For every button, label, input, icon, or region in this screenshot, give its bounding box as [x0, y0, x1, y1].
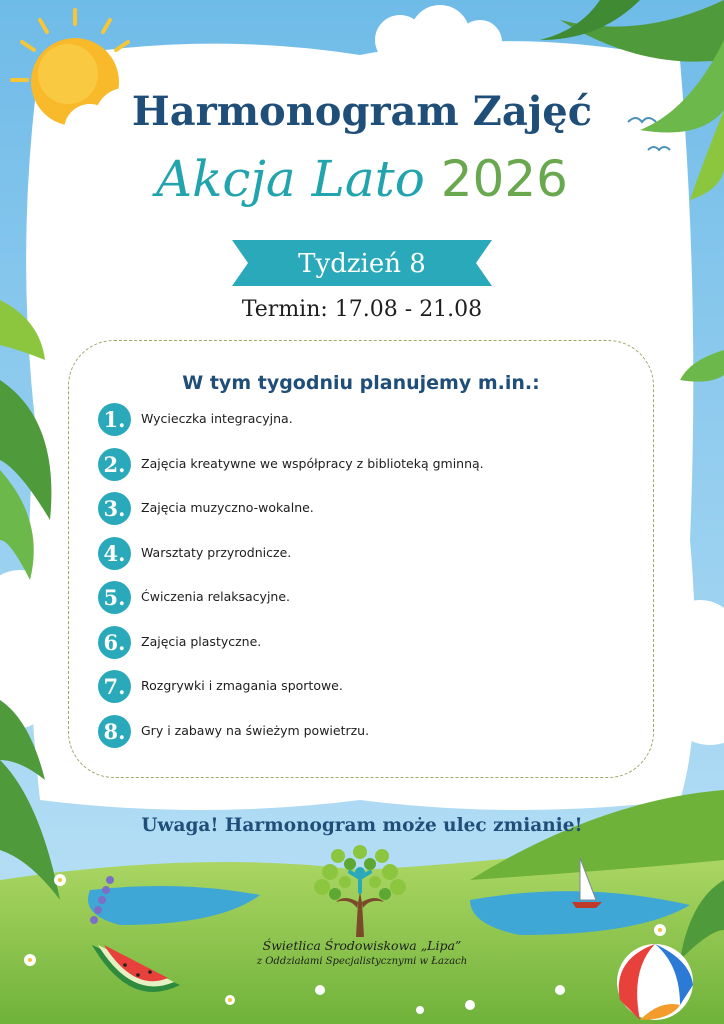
- item-number: 6.: [98, 626, 131, 659]
- item-number: 5.: [98, 581, 131, 614]
- list-item: [98, 492, 618, 537]
- page-subtitle: [0, 150, 724, 208]
- item-text: Warsztaty przyrodnicze.: [141, 544, 292, 560]
- list-item: [98, 626, 618, 671]
- plan-list: [98, 403, 618, 759]
- page-title: Harmonogram Zajęć: [131, 88, 593, 135]
- item-number: 8.: [98, 715, 131, 748]
- list-item: [98, 581, 618, 626]
- list-item: [98, 403, 618, 448]
- item-text: Ćwiczenia relaksacyjne.: [141, 589, 291, 604]
- item-text: Zajęcia plastyczne.: [141, 633, 262, 649]
- item-text: Zajęcia kreatywne we współpracy z biblioteką gminną.: [141, 455, 484, 471]
- list-item: [98, 670, 618, 715]
- date-range: Termin: 17.08 - 21.08: [241, 297, 483, 322]
- item-text: Zajęcia muzyczno-wokalne.: [141, 500, 314, 515]
- organization-subtitle: z Oddziałami Specjalistycznymi w Łazach: [256, 956, 468, 967]
- subtitle-year: 2026: [440, 150, 568, 208]
- list-item: [98, 715, 618, 760]
- week-label: Tydzień 8: [298, 249, 426, 279]
- item-number: 7.: [98, 670, 131, 703]
- item-text: Gry i zabawy na świeżym powietrzu.: [141, 722, 370, 738]
- plan-heading: W tym tygodniu planujemy m.in.:: [182, 372, 540, 394]
- item-number: 2.: [98, 448, 131, 481]
- item-number: 1.: [98, 403, 131, 436]
- item-number: 3.: [98, 492, 131, 525]
- item-number: 4.: [98, 537, 131, 570]
- subtitle-main: Akcja Lato: [156, 150, 441, 208]
- item-text: Rozgrywki i zmagania sportowe.: [141, 678, 343, 693]
- tree-logo-icon: [300, 842, 420, 942]
- organization-name: Świetlica Środowiskowa „Lipa”: [262, 938, 462, 953]
- list-item: [98, 537, 618, 582]
- schedule-notice: Uwaga! Harmonogram może ulec zmianie!: [141, 815, 583, 836]
- list-item: [98, 448, 618, 493]
- item-text: Wycieczka integracyjna.: [141, 411, 293, 426]
